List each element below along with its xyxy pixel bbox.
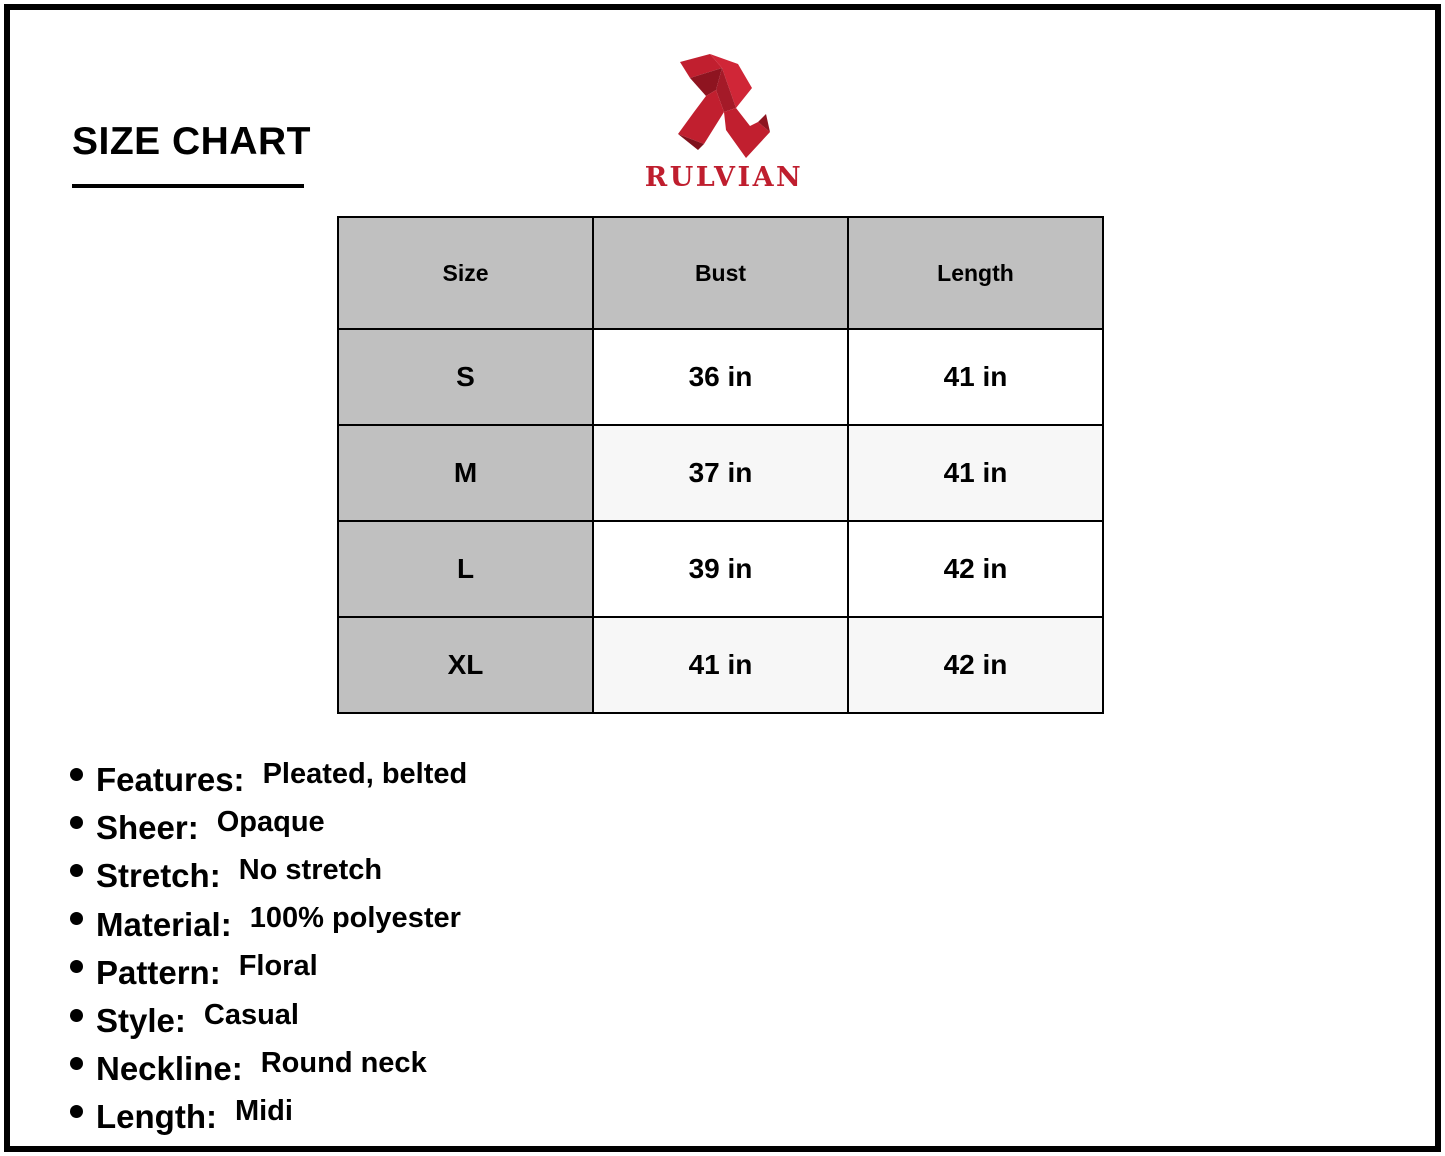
table-header-row bbox=[338, 217, 1103, 329]
bullet-icon bbox=[70, 1105, 83, 1118]
bullet-icon bbox=[70, 912, 83, 925]
header-length: Length bbox=[848, 217, 1103, 329]
brand-name: RULVIAN bbox=[644, 162, 804, 193]
list-item bbox=[70, 897, 467, 945]
table-row bbox=[338, 617, 1103, 713]
feature-label: Pattern: bbox=[96, 953, 221, 991]
bullet-icon bbox=[70, 960, 83, 973]
bust-cell: 39 in bbox=[593, 521, 848, 617]
size-cell: M bbox=[338, 425, 593, 521]
size-cell: L bbox=[338, 521, 593, 617]
feature-value: Round neck bbox=[260, 1046, 427, 1079]
header-bust: Bust bbox=[593, 217, 848, 329]
feature-label: Sheer: bbox=[96, 809, 199, 847]
length-cell: 41 in bbox=[848, 329, 1103, 425]
list-item bbox=[70, 1041, 467, 1089]
feature-value: Pleated, belted bbox=[262, 757, 468, 790]
bust-cell: 37 in bbox=[593, 425, 848, 521]
size-cell: XL bbox=[338, 617, 593, 713]
bust-cell: 36 in bbox=[593, 329, 848, 425]
title-underline bbox=[72, 184, 304, 188]
feature-value: Floral bbox=[238, 950, 318, 983]
feature-label: Features: bbox=[96, 761, 245, 799]
feature-value: Casual bbox=[203, 998, 299, 1031]
feature-label: Style: bbox=[96, 1002, 186, 1040]
feature-label: Stretch: bbox=[96, 857, 221, 895]
bullet-icon bbox=[70, 864, 83, 877]
bullet-icon bbox=[70, 816, 83, 829]
feature-label: Length: bbox=[96, 1098, 217, 1136]
feature-label: Material: bbox=[96, 905, 232, 943]
list-item bbox=[70, 752, 467, 800]
feature-label: Neckline: bbox=[96, 1050, 243, 1088]
table-row bbox=[338, 425, 1103, 521]
feature-list bbox=[70, 752, 467, 1138]
table-row bbox=[338, 521, 1103, 617]
length-cell: 42 in bbox=[848, 617, 1103, 713]
bullet-icon bbox=[70, 1057, 83, 1070]
feature-value: No stretch bbox=[238, 853, 383, 886]
size-cell: S bbox=[338, 329, 593, 425]
feature-value: 100% polyester bbox=[249, 902, 461, 935]
page-title: SIZE CHART bbox=[72, 120, 311, 163]
size-table bbox=[337, 216, 1104, 714]
header-size: Size bbox=[338, 217, 593, 329]
bust-cell: 41 in bbox=[593, 617, 848, 713]
table-row bbox=[338, 329, 1103, 425]
list-item bbox=[70, 993, 467, 1041]
rulvian-r-logo-icon bbox=[676, 52, 772, 162]
bullet-icon bbox=[70, 1009, 83, 1022]
feature-value: Midi bbox=[234, 1094, 293, 1127]
list-item bbox=[70, 1089, 467, 1137]
length-cell: 41 in bbox=[848, 425, 1103, 521]
list-item bbox=[70, 800, 467, 848]
bullet-icon bbox=[70, 768, 83, 781]
list-item bbox=[70, 848, 467, 896]
feature-value: Opaque bbox=[216, 805, 325, 838]
length-cell: 42 in bbox=[848, 521, 1103, 617]
brand-logo bbox=[628, 52, 820, 198]
list-item bbox=[70, 945, 467, 993]
